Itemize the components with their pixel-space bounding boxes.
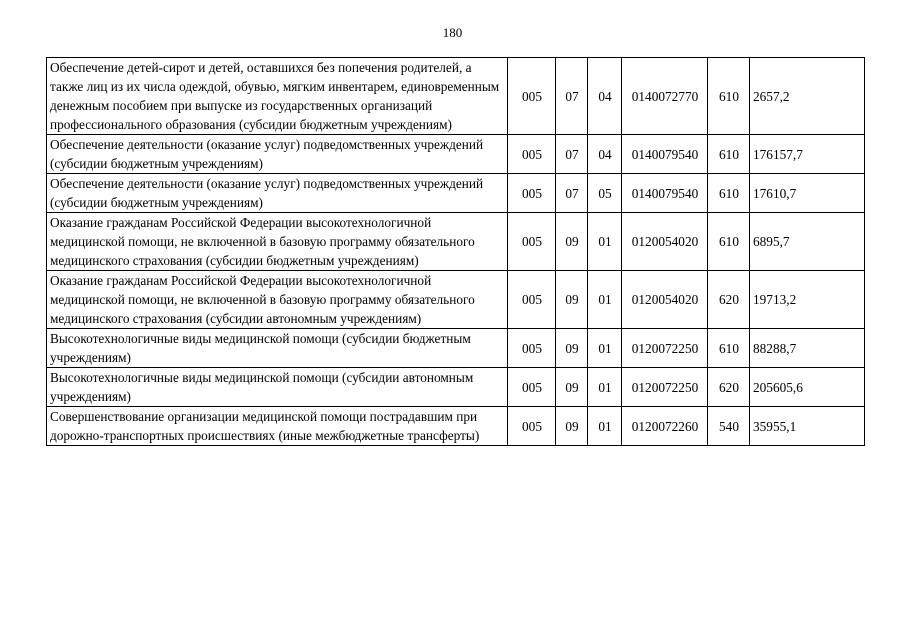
target-article-code: 0120054020 (622, 213, 708, 271)
section-code: 07 (556, 58, 588, 135)
subsection-code: 01 (588, 368, 622, 407)
table-row (47, 58, 865, 135)
ministry-code: 005 (508, 368, 556, 407)
subsection-code: 01 (588, 407, 622, 446)
row-description: Оказание гражданам Российской Федерации высокотехнологичной медицинской помощи, не включенной в базовую программу обязательного медицинского страхования (субсидии автономным учреждениям) (47, 271, 508, 329)
target-article-code: 0120054020 (622, 271, 708, 329)
expense-type-code: 620 (708, 271, 750, 329)
expense-type-code: 610 (708, 329, 750, 368)
section-code: 09 (556, 329, 588, 368)
row-description: Обеспечение деятельности (оказание услуг) подведомственных учреждений (субсидии бюджетным учреждениям) (47, 174, 508, 213)
target-article-code: 0140072770 (622, 58, 708, 135)
amount: 6895,7 (750, 213, 865, 271)
expense-type-code: 610 (708, 58, 750, 135)
table-row (47, 368, 865, 407)
section-code: 09 (556, 213, 588, 271)
section-code: 07 (556, 135, 588, 174)
table-row (47, 174, 865, 213)
target-article-code: 0140079540 (622, 174, 708, 213)
target-article-code: 0120072250 (622, 368, 708, 407)
subsection-code: 01 (588, 271, 622, 329)
row-description: Высокотехнологичные виды медицинской помощи (субсидии автономным учреждениям) (47, 368, 508, 407)
expense-type-code: 620 (708, 368, 750, 407)
ministry-code: 005 (508, 135, 556, 174)
amount: 2657,2 (750, 58, 865, 135)
subsection-code: 01 (588, 329, 622, 368)
table-row (47, 213, 865, 271)
amount: 88288,7 (750, 329, 865, 368)
row-description: Совершенствование организации медицинской помощи пострадавшим при дорожно-транспортных происшествиях (иные межбюджетные трансферты) (47, 407, 508, 446)
ministry-code: 005 (508, 407, 556, 446)
expense-type-code: 610 (708, 135, 750, 174)
row-description: Оказание гражданам Российской Федерации высокотехнологичной медицинской помощи, не включенной в базовую программу обязательного медицинского страхования (субсидии бюджетным учреждениям) (47, 213, 508, 271)
amount: 35955,1 (750, 407, 865, 446)
amount: 176157,7 (750, 135, 865, 174)
table-row (47, 135, 865, 174)
section-code: 09 (556, 407, 588, 446)
subsection-code: 04 (588, 135, 622, 174)
budget-table (46, 57, 865, 446)
page-number: 180 (442, 25, 463, 40)
section-code: 09 (556, 368, 588, 407)
table-row (47, 329, 865, 368)
expense-type-code: 610 (708, 213, 750, 271)
subsection-code: 01 (588, 213, 622, 271)
section-code: 09 (556, 271, 588, 329)
ministry-code: 005 (508, 174, 556, 213)
target-article-code: 0120072250 (622, 329, 708, 368)
row-description: Обеспечение деятельности (оказание услуг) подведомственных учреждений (субсидии бюджетным учреждениям) (47, 135, 508, 174)
amount: 17610,7 (750, 174, 865, 213)
ministry-code: 005 (508, 329, 556, 368)
ministry-code: 005 (508, 271, 556, 329)
amount: 19713,2 (750, 271, 865, 329)
row-description: Высокотехнологичные виды медицинской помощи (субсидии бюджетным учреждениям) (47, 329, 508, 368)
amount: 205605,6 (750, 368, 865, 407)
target-article-code: 0120072260 (622, 407, 708, 446)
subsection-code: 04 (588, 58, 622, 135)
expense-type-code: 610 (708, 174, 750, 213)
row-description: Обеспечение детей-сирот и детей, оставшихся без попечения родителей, а также лиц из их числа одеждой, обувью, мягким инвентарем, единовременным денежным пособием при выпуске из государственных организаций профессионального образования (субсидии бюджетным учреждениям) (47, 58, 508, 135)
target-article-code: 0140079540 (622, 135, 708, 174)
section-code: 07 (556, 174, 588, 213)
table-row (47, 271, 865, 329)
ministry-code: 005 (508, 213, 556, 271)
table-row (47, 407, 865, 446)
expense-type-code: 540 (708, 407, 750, 446)
subsection-code: 05 (588, 174, 622, 213)
ministry-code: 005 (508, 58, 556, 135)
